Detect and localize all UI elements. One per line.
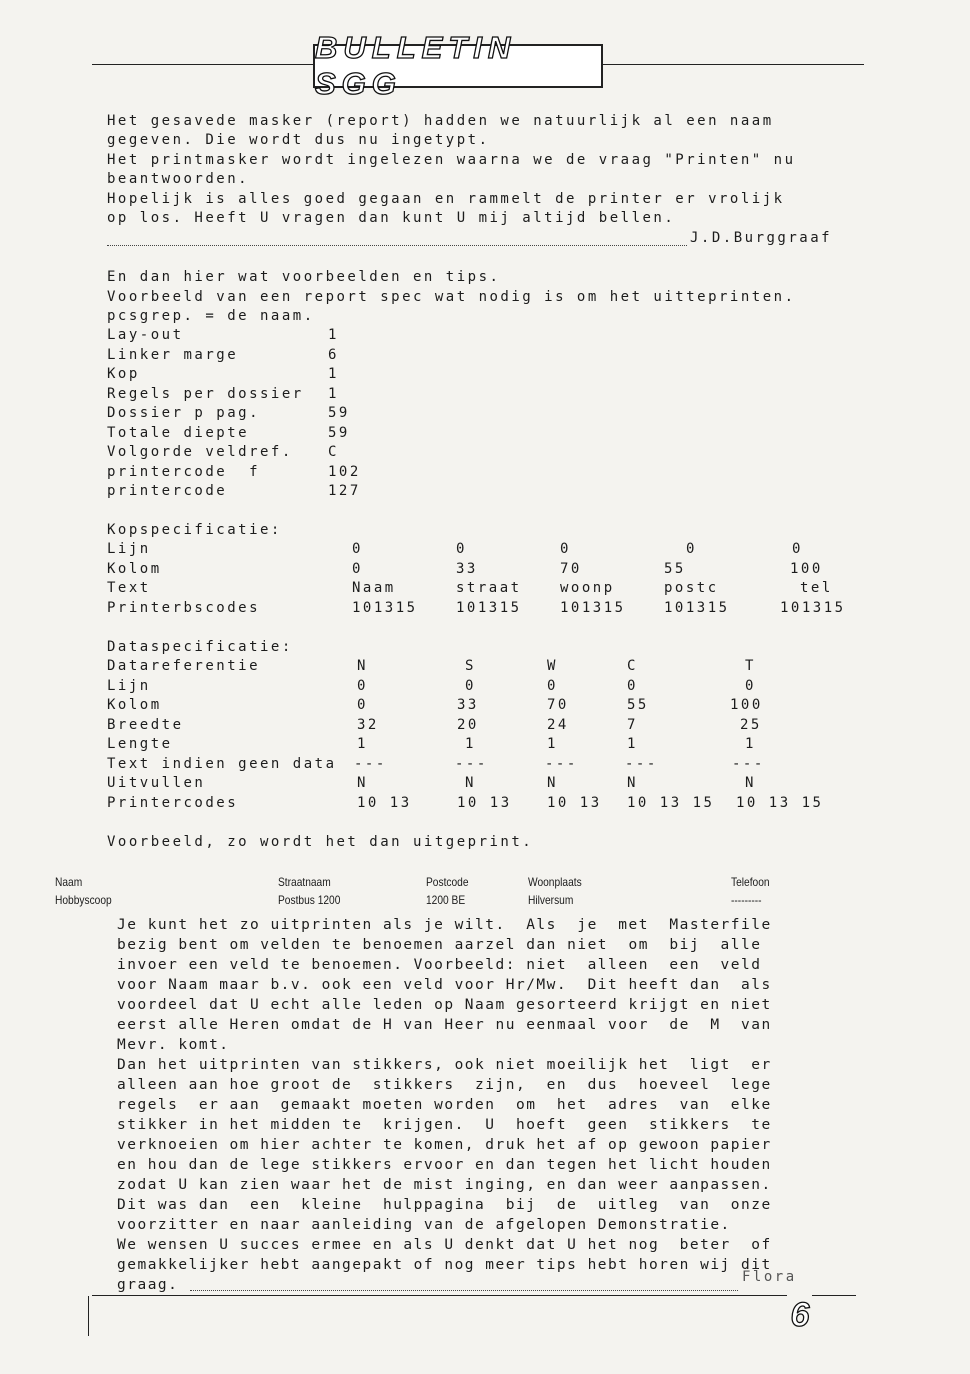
intro-line: beantwoorden. <box>107 171 250 187</box>
spec-value: 1 <box>328 386 339 402</box>
signature-line <box>107 245 687 246</box>
spec-value: 102 <box>328 464 361 480</box>
data-cell: --- <box>625 756 658 772</box>
data-cell: S <box>465 658 476 674</box>
spec-label: printercode f <box>107 464 261 480</box>
print-cell: Hilversum <box>528 893 574 907</box>
data-cell: 10 13 15 <box>736 795 824 811</box>
data-cell: 10 13 15 <box>627 795 715 811</box>
data-cell: N <box>357 658 368 674</box>
print-cell: Hobbyscoop <box>55 893 112 907</box>
kop-cell: 0 <box>352 541 363 557</box>
intro-line: op los. Heeft U vragen dan kunt U mij altijd bellen. <box>107 210 676 226</box>
data-cell: 1 <box>627 736 638 752</box>
intro-line: gegeven. Die wordt dus nu ingetypt. <box>107 132 490 148</box>
kop-cell: 101315 <box>352 600 418 616</box>
print-header-straatnaam: Straatnaam <box>278 875 331 889</box>
data-cell: T <box>745 658 756 674</box>
closing-line: Mevr. komt. <box>117 1037 230 1053</box>
data-cell: --- <box>354 756 387 772</box>
kop-row-label: Printerbscodes <box>107 600 261 616</box>
closing-line: Je kunt het zo uitprinten als je wilt. Als je met Masterfile <box>117 917 772 933</box>
examples-intro-line: pcsgrep. = de naam. <box>107 308 315 324</box>
signature-line <box>190 1290 738 1291</box>
data-cell: 1 <box>465 736 476 752</box>
print-cell: 1200 BE <box>426 893 466 907</box>
spec-label: Linker marge <box>107 347 239 363</box>
data-cell: N <box>627 775 638 791</box>
closing-line: graag. <box>117 1277 179 1293</box>
kop-cell: 0 <box>560 541 571 557</box>
closing-line: voor Naam maar b.v. ook een veld voor Hr/Mw. Dit heeft dan als <box>117 977 772 993</box>
kop-row-label: Text <box>107 580 151 596</box>
data-cell: C <box>627 658 638 674</box>
data-row-label: Kolom <box>107 697 162 713</box>
kop-row-label: Kolom <box>107 561 162 577</box>
closing-line: alleen aan hoe groot de stikkers zijn, en dus hoeveel lege <box>117 1077 772 1093</box>
signature-author: J.D.Burggraaf <box>690 230 833 246</box>
header-rule-left <box>92 64 314 65</box>
kop-cell: 33 <box>456 561 478 577</box>
kop-cell: 0 <box>352 561 363 577</box>
intro-line: Hopelijk is alles goed gegaan en rammelt de printer er vrolijk <box>107 191 785 207</box>
spec-value: 59 <box>328 405 350 421</box>
closing-line: bezig bent om velden te benoemen aarzel dan niet om bij alle <box>117 937 762 953</box>
closing-line: We wensen U succes ermee en als U denkt dat U het nog beter of <box>117 1237 772 1253</box>
closing-line: stikker in het midden te krijgen. U hoeft geen stikkers te <box>117 1117 772 1133</box>
data-cell: N <box>745 775 756 791</box>
data-cell: 0 <box>357 697 368 713</box>
data-row-label: Breedte <box>107 717 184 733</box>
kop-cell: 0 <box>792 541 803 557</box>
footer-margin-bar <box>88 1296 89 1336</box>
data-cell: --- <box>732 756 765 772</box>
data-cell: 1 <box>745 736 756 752</box>
spec-value: 127 <box>328 483 361 499</box>
print-header-naam: Naam <box>55 875 83 889</box>
data-cell: 0 <box>627 678 638 694</box>
print-example-heading: Voorbeeld, zo wordt het dan uitgeprint. <box>107 834 534 850</box>
data-cell: 7 <box>627 717 638 733</box>
kop-cell: 101315 <box>780 600 846 616</box>
kop-cell: 0 <box>686 541 697 557</box>
spec-value: 1 <box>328 327 339 343</box>
data-cell: N <box>547 775 558 791</box>
data-cell: 10 13 <box>357 795 412 811</box>
closing-line: regels er aan gemaakt moeten worden om het adres van elke <box>117 1097 772 1113</box>
spec-label: Regels per dossier <box>107 386 304 402</box>
print-header-woonplaats: Woonplaats <box>528 875 582 889</box>
data-cell: 0 <box>465 678 476 694</box>
signature-flora: Flora <box>742 1269 797 1285</box>
data-cell: 100 <box>730 697 763 713</box>
data-row-label: Lijn <box>107 678 151 694</box>
spec-label: printercode <box>107 483 228 499</box>
data-cell: --- <box>455 756 488 772</box>
data-cell: W <box>547 658 558 674</box>
data-row-label: Printercodes <box>107 795 239 811</box>
spec-value: C <box>328 444 339 460</box>
print-cell: Postbus 1200 <box>278 893 341 907</box>
closing-line: en hou dan de lege stikkers ervoor en dan tegen het licht houden <box>117 1157 772 1173</box>
print-header-postcode: Postcode <box>426 875 469 889</box>
data-cell: 70 <box>547 697 569 713</box>
intro-line: Het printmasker wordt ingelezen waarna we de vraag "Printen" nu <box>107 152 796 168</box>
kop-cell: 100 <box>790 561 823 577</box>
data-cell: 0 <box>547 678 558 694</box>
closing-line: zodat U kan zien waar het de mist inging, en dan weer aanpassen. <box>117 1177 772 1193</box>
closing-line: Dit was dan een kleine hulppagina bij de uitleg van onze <box>117 1197 772 1213</box>
closing-line: verknoeien om hier achter te komen, druk het af op gewoon papier <box>117 1137 772 1153</box>
spec-label: Totale diepte <box>107 425 250 441</box>
kop-cell: 101315 <box>560 600 626 616</box>
kop-cell: postc <box>664 580 719 596</box>
kop-cell: 101315 <box>456 600 522 616</box>
data-row-label: Lengte <box>107 736 173 752</box>
spec-value: 1 <box>328 366 339 382</box>
kop-cell: straat <box>456 580 522 596</box>
data-cell: 55 <box>627 697 649 713</box>
footer-rule-right <box>812 1295 856 1296</box>
closing-line: voorzitter en naar aanleiding van de afgelopen Demonstratie. <box>117 1217 731 1233</box>
kop-cell: woonp <box>560 580 615 596</box>
data-row-label: Text indien geen data <box>107 756 337 772</box>
closing-line: gemakkelijker hebt aangepakt of nog meer tips hebt horen wij dit <box>117 1257 772 1273</box>
data-cell: 10 13 <box>457 795 512 811</box>
closing-line: eerst alle Heren omdat de H van Heer nu eenmaal voor de M van <box>117 1017 772 1033</box>
spec-label: Lay-out <box>107 327 184 343</box>
spec-label: Dossier p pag. <box>107 405 261 421</box>
closing-line: Dan het uitprinten van stikkers, ook niet moeilijk het ligt er <box>117 1057 772 1073</box>
data-cell: --- <box>545 756 578 772</box>
data-cell: 20 <box>457 717 479 733</box>
data-cell: 1 <box>547 736 558 752</box>
data-cell: N <box>357 775 368 791</box>
kop-cell: 70 <box>560 561 582 577</box>
data-row-label: Datareferentie <box>107 658 261 674</box>
print-cell: --------- <box>731 893 762 907</box>
examples-intro-line: Voorbeeld van een report spec wat nodig is om het uitteprinten. <box>107 289 796 305</box>
data-spec-title: Dataspecificatie: <box>107 639 293 655</box>
data-row-label: Uitvullen <box>107 775 206 791</box>
kop-spec-title: Kopspecificatie: <box>107 522 282 538</box>
data-cell: 0 <box>745 678 756 694</box>
data-cell: 33 <box>457 697 479 713</box>
kop-cell: 55 <box>664 561 686 577</box>
kop-row-label: Lijn <box>107 541 151 557</box>
bulletin-title: BULLETIN SGG <box>313 44 603 88</box>
kop-cell: 0 <box>456 541 467 557</box>
examples-intro-line: En dan hier wat voorbeelden en tips. <box>107 269 501 285</box>
data-cell: 32 <box>357 717 379 733</box>
data-cell: 0 <box>357 678 368 694</box>
kop-cell: 101315 <box>664 600 730 616</box>
closing-line: invoer een veld te benoemen. Voorbeeld: niet alleen een veld <box>117 957 762 973</box>
page-number: 6 <box>790 1295 810 1334</box>
print-header-telefoon: Telefoon <box>731 875 770 889</box>
kop-cell: Naam <box>352 580 396 596</box>
spec-label: Volgorde veldref. <box>107 444 293 460</box>
closing-line: voordeel dat U echt alle leden op Naam gesorteerd krijgt en niet <box>117 997 772 1013</box>
footer-rule <box>92 1295 787 1296</box>
spec-label: Kop <box>107 366 140 382</box>
data-cell: 24 <box>547 717 569 733</box>
data-cell: 25 <box>740 717 762 733</box>
spec-value: 59 <box>328 425 350 441</box>
intro-line: Het gesavede masker (report) hadden we natuurlijk al een naam <box>107 113 774 129</box>
data-cell: 1 <box>357 736 368 752</box>
header-rule-right <box>602 64 864 65</box>
data-cell: 10 13 <box>547 795 602 811</box>
data-cell: N <box>465 775 476 791</box>
kop-cell: tel <box>800 580 833 596</box>
spec-value: 6 <box>328 347 339 363</box>
